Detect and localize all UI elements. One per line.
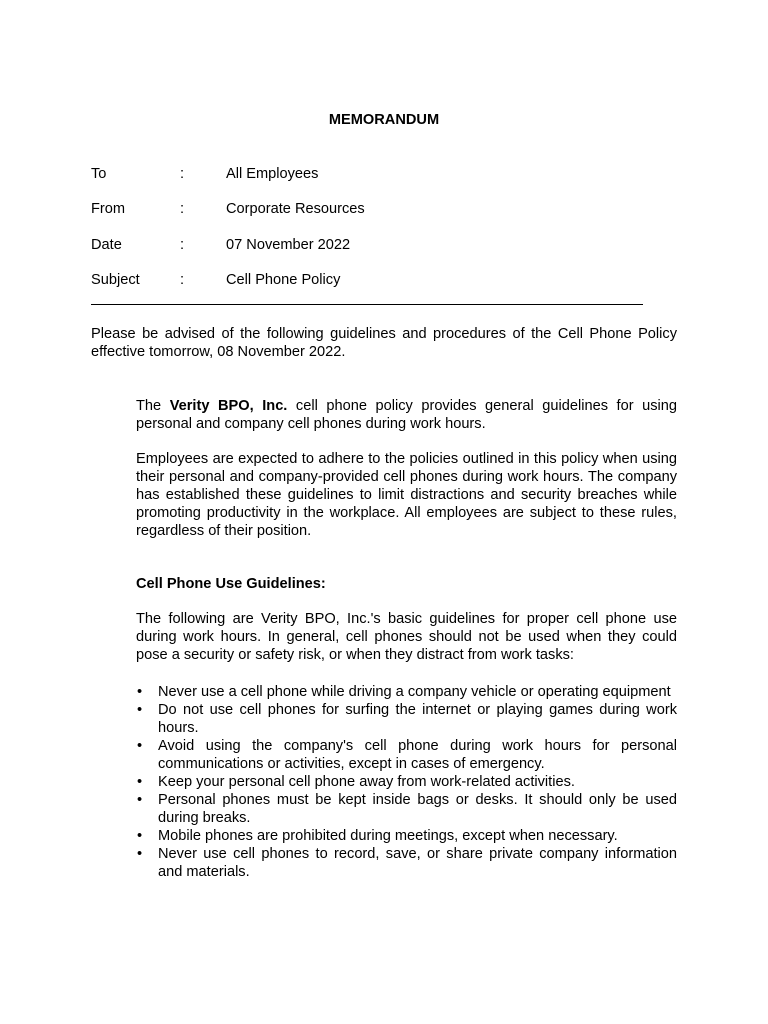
bullet-icon: • [137,702,143,718]
bullet-icon: • [137,792,143,808]
bullet-icon: • [137,828,143,844]
header-value: Corporate Resources [226,201,365,217]
section-heading: Cell Phone Use Guidelines: [136,576,326,592]
header-value: 07 November 2022 [226,237,351,253]
header-value: Cell Phone Policy [226,272,341,288]
list-item [136,773,677,791]
list-item-text: Avoid using the company's cell phone during work hours for personal communications or activities, except in cases of emergency. [158,738,677,772]
header-label: Date [91,237,122,253]
header-label: From [91,201,126,217]
bullet-icon: • [137,738,143,754]
bullet-icon: • [137,846,143,862]
list-item [136,791,677,827]
intro-paragraph: Please be advised of the following guidelines and procedures of the Cell Phone Policy effective tomorrow, 08 November 2022. [91,326,677,360]
list-item-text: Do not use cell phones for surfing the internet or playing games during work hours. [158,702,677,736]
guidelines-list [136,683,677,881]
list-item-text: Personal phones must be kept inside bags or desks. It should only be used during breaks. [158,792,677,826]
bullet-icon: • [137,774,143,790]
policy-paragraph-1 [136,397,677,433]
policy-suffix: cell phone policy provides general guidelines for using personal and company cell phones during work hours. [136,398,678,432]
list-item-text: Never use cell phones to record, save, or share private company information and materials. [158,846,677,880]
header-label: To [91,166,107,182]
header-colon: : [180,166,185,182]
header-colon: : [180,201,185,217]
bullet-icon: • [137,684,143,700]
policy-prefix: The [136,398,170,414]
header-label: Subject [91,272,140,288]
list-item-text: Never use a cell phone while driving a company vehicle or operating equipment [158,684,671,700]
header-value: All Employees [226,166,319,182]
list-item [136,701,677,737]
header-colon: : [180,237,185,253]
company-name: Verity BPO, Inc. [169,398,288,414]
list-item [136,827,677,845]
policy-paragraph-2: Employees are expected to adhere to the policies outlined in this policy when using their personal and company-provided cell phones during work hours. The company has established these guidelines to limit distractions and security breaches while promoting productivity in the workplace. All employees are subject to these rules, regardless of their position. [136,451,677,539]
memo-title: MEMORANDUM [328,112,440,128]
header-divider [91,304,643,305]
list-item [136,737,677,773]
list-item-text: Keep your personal cell phone away from work-related activities. [158,774,575,790]
list-item-text: Mobile phones are prohibited during meetings, except when necessary. [158,828,618,844]
section-intro: The following are Verity BPO, Inc.'s basic guidelines for proper cell phone use during work hours. In general, cell phones should not be used when they could pose a security or safety risk, or when they distract from work tasks: [136,611,677,663]
list-item [136,683,677,701]
header-colon: : [180,272,185,288]
list-item [136,845,677,881]
